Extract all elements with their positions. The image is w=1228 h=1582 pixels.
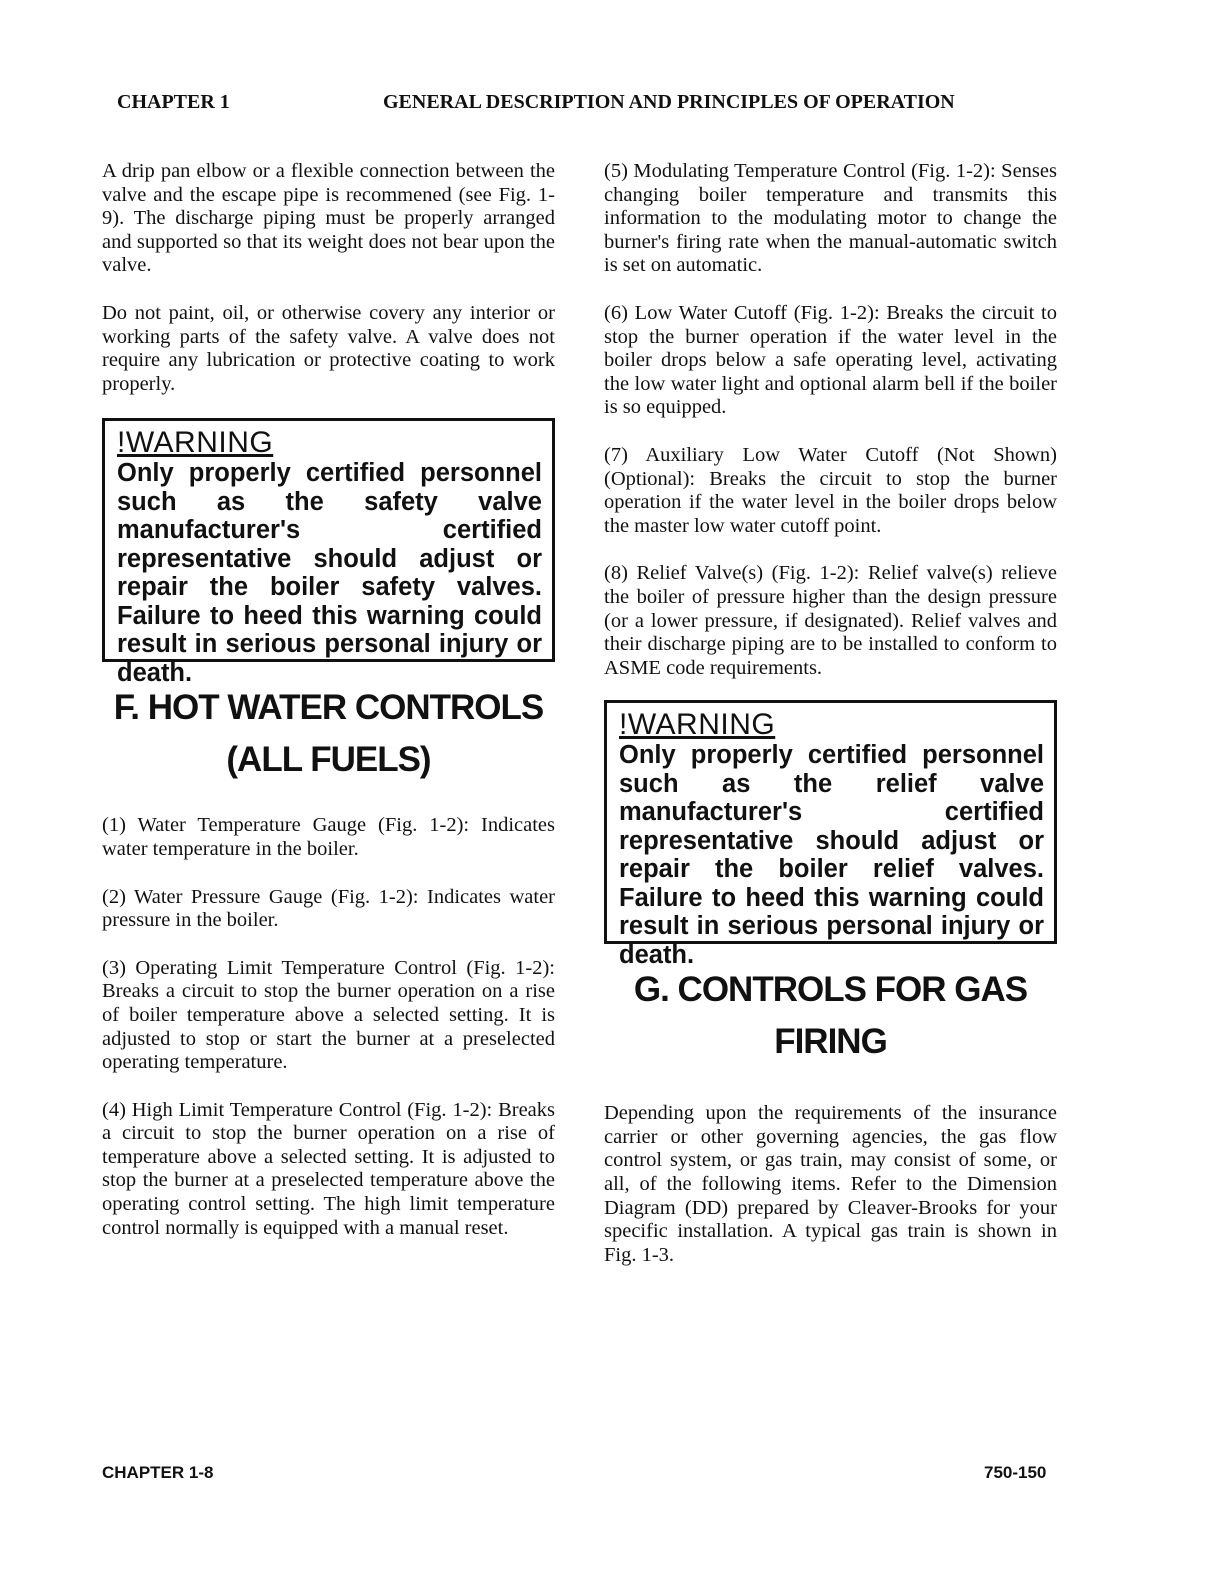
item-auxiliary-low-water-cutoff: (7) Auxiliary Low Water Cutoff (Not Shown) (Optional): Breaks the circuit to stop the burner operation if the water level in the boiler drops below the master low water cutoff point. bbox=[604, 443, 1057, 537]
safety-valve-warning-box bbox=[102, 418, 555, 687]
section-g-line2: FIRING bbox=[774, 1022, 887, 1062]
warning-body: Only properly certified personnel such as the safety valve manufacturer's certified representative should adjust or repair the boiler safety valves. Failure to heed this warning could result in serious personal injury or death. bbox=[117, 459, 542, 687]
right-column bbox=[604, 160, 1057, 1267]
page-header bbox=[117, 91, 1057, 121]
warning-title: !WARNING bbox=[117, 426, 274, 460]
header-title: GENERAL DESCRIPTION AND PRINCIPLES OF OPERATION bbox=[383, 91, 955, 113]
item-high-limit-control: (4) High Limit Temperature Control (Fig. 1-2): Breaks a circuit to stop the burner operation on a rise of temperature above a selected setting. It is adjusted to stop the burner at a preselected temperature above the operating control setting. The high limit temperature control normally is equipped with a manual reset. bbox=[102, 1098, 555, 1239]
item-water-temperature-gauge: (1) Water Temperature Gauge (Fig. 1-2): Indicates water temperature in the boiler. bbox=[102, 814, 555, 860]
item-relief-valves: (8) Relief Valve(s) (Fig. 1-2): Relief valve(s) relieve the boiler of pressure higher than the design pressure (or a lower pressure, if designated). Relief valves and their discharge piping are to be installed to conform to ASME code requirements. bbox=[604, 562, 1057, 679]
item-operating-limit-control: (3) Operating Limit Temperature Control (Fig. 1-2): Breaks a circuit to stop the burner operation on a rise of boiler temperature above a selected setting. It is adjusted to stop or start the burner at a preselected operating temperature. bbox=[102, 956, 555, 1074]
header-chapter: CHAPTER 1 bbox=[117, 91, 230, 113]
section-g-line1: G. CONTROLS FOR GAS bbox=[633, 970, 1028, 1010]
section-f-line1: F. HOT WATER CONTROLS bbox=[113, 688, 544, 728]
footer-document-number: 750-150 bbox=[984, 1463, 1047, 1482]
warning-body: Only properly certified personnel such as the relief valve manufacturer's certified representative should adjust or repair the boiler relief valves. Failure to heed this warning could result in serious personal injury or death. bbox=[619, 741, 1044, 969]
drip-pan-paragraph: A drip pan elbow or a flexible connection between the valve and the escape pipe is recommened (see Fig. 1-9). The discharge piping must be properly arranged and supported so that its weight does not bear upon the valve. bbox=[102, 160, 555, 277]
footer-page-number: CHAPTER 1-8 bbox=[102, 1463, 214, 1482]
section-f-line2: (ALL FUELS) bbox=[226, 740, 431, 780]
section-f-heading bbox=[102, 682, 555, 786]
paint-paragraph: Do not paint, oil, or otherwise covery any interior or working parts of the safety valve. A valve does not require any lubrication or protective coating to work properly. bbox=[102, 301, 555, 395]
item-low-water-cutoff: (6) Low Water Cutoff (Fig. 1-2): Breaks the circuit to stop the burner operation if the water level in the boiler drops below a safe operating level, activating the low water light and optional alarm bell if the boiler is so equipped. bbox=[604, 301, 1057, 419]
item-modulating-control: (5) Modulating Temperature Control (Fig. 1-2): Senses changing boiler temperature and transmits this information to the modulating motor to change the burner's firing rate when the manual-automatic switch is set on automatic. bbox=[604, 160, 1057, 277]
left-column bbox=[102, 160, 555, 1240]
warning-title: !WARNING bbox=[619, 708, 776, 742]
item-water-pressure-gauge: (2) Water Pressure Gauge (Fig. 1-2): Indicates water pressure in the boiler. bbox=[102, 885, 555, 932]
gas-train-paragraph: Depending upon the requirements of the insurance carrier or other governing agencies, the gas flow control system, or gas train, may consist of some, or all, of the following items. Refer to the Dimension Diagram (DD) prepared by Cleaver-Brooks for your specific installation. A typical gas train is shown in Fig. 1-3. bbox=[604, 1102, 1057, 1266]
section-g-heading bbox=[604, 964, 1057, 1068]
relief-valve-warning-box bbox=[604, 700, 1057, 969]
